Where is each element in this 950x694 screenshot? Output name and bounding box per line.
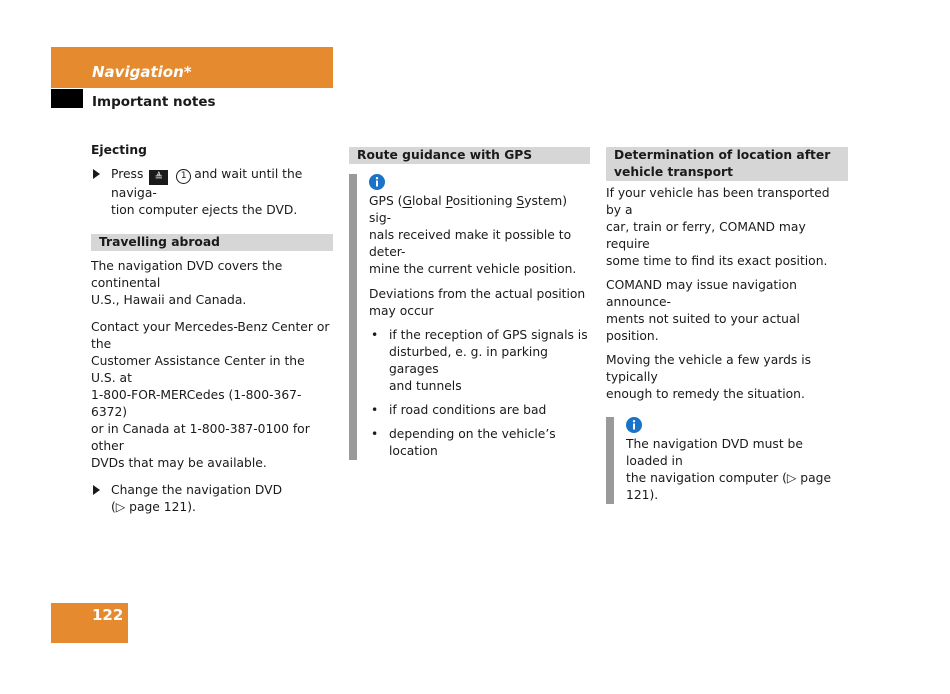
text-line: If your vehicle has been transported by a <box>606 186 830 217</box>
left-column <box>91 142 333 523</box>
page-reference-link[interactable]: (▷ page 121). <box>111 500 196 514</box>
right-column <box>606 147 848 504</box>
page-reference-link[interactable]: the navigation computer (▷ page 121). <box>626 471 832 502</box>
eject-step-line2: tion computer ejects the DVD. <box>111 203 298 217</box>
dvd-info-block <box>606 417 848 504</box>
info-icon <box>626 417 642 433</box>
text-line: if the reception of GPS signals is <box>389 328 588 342</box>
text-line: some time to find its exact position. <box>606 254 828 268</box>
text-line: Customer Assistance Center in the U.S. at <box>91 354 305 385</box>
text-line: COMAND may issue navigation announce- <box>606 278 797 309</box>
text-line: vehicle transport <box>614 165 733 179</box>
text-line: Deviations from the actual position <box>369 287 586 301</box>
text-line: nals received make it possible to deter- <box>369 228 572 259</box>
list-item <box>369 402 590 419</box>
text-line: may occur <box>369 304 434 318</box>
change-dvd-step <box>91 482 333 516</box>
section-title: Navigation* <box>92 63 192 81</box>
eject-step-pre: Press <box>111 167 144 181</box>
text-line: or in Canada at 1-800-387-0100 for other <box>91 422 310 453</box>
text-fragment: S <box>516 194 525 208</box>
eject-step <box>91 166 333 219</box>
bullet-icon: • <box>371 427 379 441</box>
dvd-info-text <box>626 436 848 504</box>
info-bar <box>606 417 614 504</box>
middle-column <box>349 147 590 460</box>
list-item <box>369 327 590 395</box>
text-fragment: ositioning <box>452 194 517 208</box>
bullet-icon: • <box>371 328 379 342</box>
travel-para-1 <box>91 258 333 309</box>
text-line: ments not suited to your actual position. <box>606 312 800 343</box>
subsection-marker <box>51 89 83 108</box>
text-line: Change the navigation DVD <box>111 483 283 497</box>
ejecting-heading: Ejecting <box>91 143 147 157</box>
location-heading <box>606 147 848 181</box>
text-line: DVDs that may be available. <box>91 456 267 470</box>
text-fragment: ystem) sig- <box>369 194 568 225</box>
info-bar <box>349 174 357 460</box>
deviations-paragraph <box>369 286 590 320</box>
text-line: Moving the vehicle a few yards is typically <box>606 353 812 384</box>
eject-key-icon: ≜ <box>149 170 168 185</box>
bullet-arrow-icon <box>93 169 100 179</box>
text-line: The navigation DVD must be loaded in <box>626 437 803 468</box>
text-line: mine the current vehicle position. <box>369 262 577 276</box>
gps-paragraph <box>369 193 590 278</box>
callout-number: 1 <box>176 169 191 184</box>
text-fragment: GPS ( <box>369 194 403 208</box>
right-para-1 <box>606 185 848 270</box>
text-line: Determination of location after <box>614 148 831 162</box>
text-fragment: lobal <box>412 194 446 208</box>
travelling-heading: Travelling abroad <box>91 234 333 251</box>
text-line: disturbed, e. g. in parking garages <box>389 345 548 376</box>
text-line: enough to remedy the situation. <box>606 387 805 401</box>
subsection-title: Important notes <box>92 94 216 110</box>
eject-step-post: and wait until the naviga- <box>111 167 303 200</box>
text-line: if road conditions are bad <box>389 403 547 417</box>
text-line: 1-800-FOR-MERCedes (1-800-367-6372) <box>91 388 302 419</box>
text-line: The navigation DVD covers the continental <box>91 259 283 290</box>
bullet-icon: • <box>371 403 379 417</box>
route-guidance-heading: Route guidance with GPS <box>349 147 590 164</box>
text-line: car, train or ferry, COMAND may require <box>606 220 806 251</box>
travel-para-2 <box>91 319 333 472</box>
info-icon <box>369 174 385 190</box>
right-para-2 <box>606 277 848 345</box>
right-para-3 <box>606 352 848 403</box>
text-line: U.S., Hawaii and Canada. <box>91 293 247 307</box>
text-line: and tunnels <box>389 379 462 393</box>
page-number: 122 <box>92 606 124 624</box>
list-item <box>369 426 590 460</box>
gps-info-block <box>349 174 590 460</box>
text-line: Contact your Mercedes-Benz Center or the <box>91 320 330 351</box>
bullet-arrow-icon <box>93 485 100 495</box>
text-fragment: G <box>402 194 412 208</box>
text-fragment: P <box>445 194 453 208</box>
text-line: depending on the vehicle’s location <box>389 427 556 458</box>
deviation-list <box>369 327 590 460</box>
